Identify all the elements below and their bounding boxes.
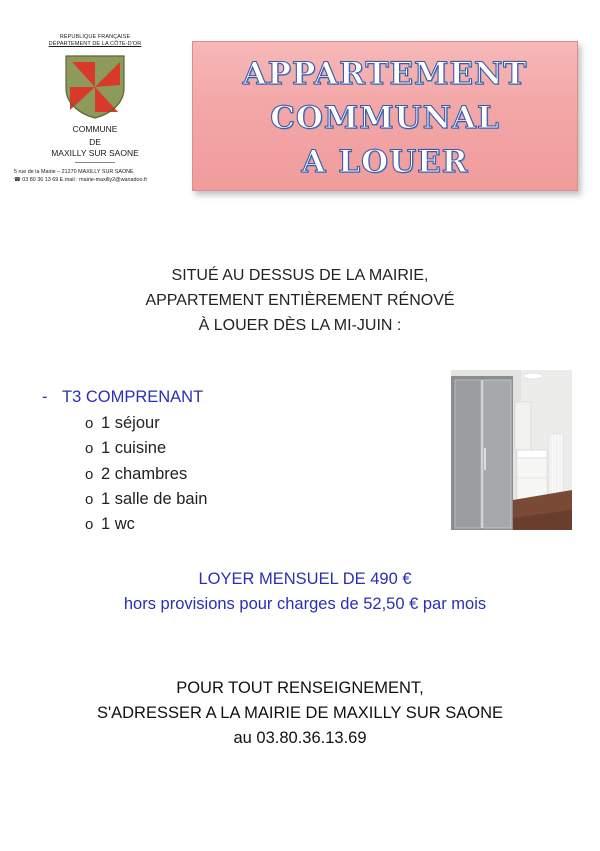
intro-line-1: SITUÉ AU DESSUS DE LA MAIRIE,	[171, 267, 429, 284]
features-section	[42, 385, 422, 537]
title-banner	[192, 41, 578, 191]
title-line-1: APPARTEMENT	[242, 56, 528, 92]
republic-label: RÉPUBLIQUE FRANÇAISE	[59, 34, 131, 40]
list-item: o 2 chambres	[85, 462, 422, 487]
rent-info	[0, 567, 600, 617]
list-item: o 1 cuisine	[85, 436, 422, 461]
features-heading-text: T3 COMPRENANT	[62, 388, 204, 406]
intro-line-3: À LOUER DÈS LA MI-JUIN :	[198, 317, 402, 334]
commune-label: COMMUNE	[72, 124, 118, 134]
bullet-icon: o	[85, 440, 94, 458]
rent-charges: hors provisions pour charges de 52,50 € par mois	[123, 595, 487, 613]
contact-line	[10, 177, 180, 185]
list-item: o 1 séjour	[85, 411, 422, 436]
phone-email: 03 80 36 13 69 E.mail : mairie-maxilly2@wanadoo.fr	[22, 176, 148, 183]
header-divider	[75, 162, 115, 163]
title-line-3: A LOUER	[301, 144, 469, 180]
contact-line-1: POUR TOUT RENSEIGNEMENT,	[176, 679, 424, 697]
department-label: DÉPARTEMENT DE LA CÔTE-D'OR	[48, 41, 142, 47]
title-line-2: COMMUNAL	[270, 100, 500, 136]
bullet-icon: o	[85, 415, 94, 432]
bullet-icon: o	[85, 490, 94, 508]
intro-line-2: APPARTEMENT ENTIÈREMENT RÉNOVÉ	[145, 292, 455, 309]
contact-phone: au 03.80.36.13.69	[233, 729, 367, 747]
bathroom-photo	[451, 370, 572, 530]
contact-info	[0, 676, 600, 751]
intro-text	[0, 263, 600, 338]
contact-line-2: S'ADRESSER A LA MAIRIE DE MAXILLY SUR SAONE	[96, 704, 503, 722]
bathroom-illustration	[451, 370, 572, 530]
bullet-icon: o	[85, 516, 94, 534]
dash-marker: -	[42, 388, 48, 406]
commune-name: MAXILLY SUR SAONE	[51, 148, 139, 158]
features-list	[42, 411, 422, 537]
list-item: o 1 salle de bain	[85, 487, 422, 512]
bullet-icon: o	[85, 465, 94, 483]
list-item: o 1 wc	[85, 512, 422, 537]
phone-icon: ☎	[14, 176, 21, 183]
address-line: 5 rue de la Mairie – 21270 MAXILLY SUR SAONE	[14, 169, 134, 175]
municipal-header	[10, 34, 180, 184]
rent-amount: LOYER MENSUEL DE 490 €	[198, 570, 412, 588]
coat-of-arms-icon	[64, 54, 126, 120]
commune-de: DE	[89, 137, 101, 147]
features-heading	[42, 385, 422, 409]
